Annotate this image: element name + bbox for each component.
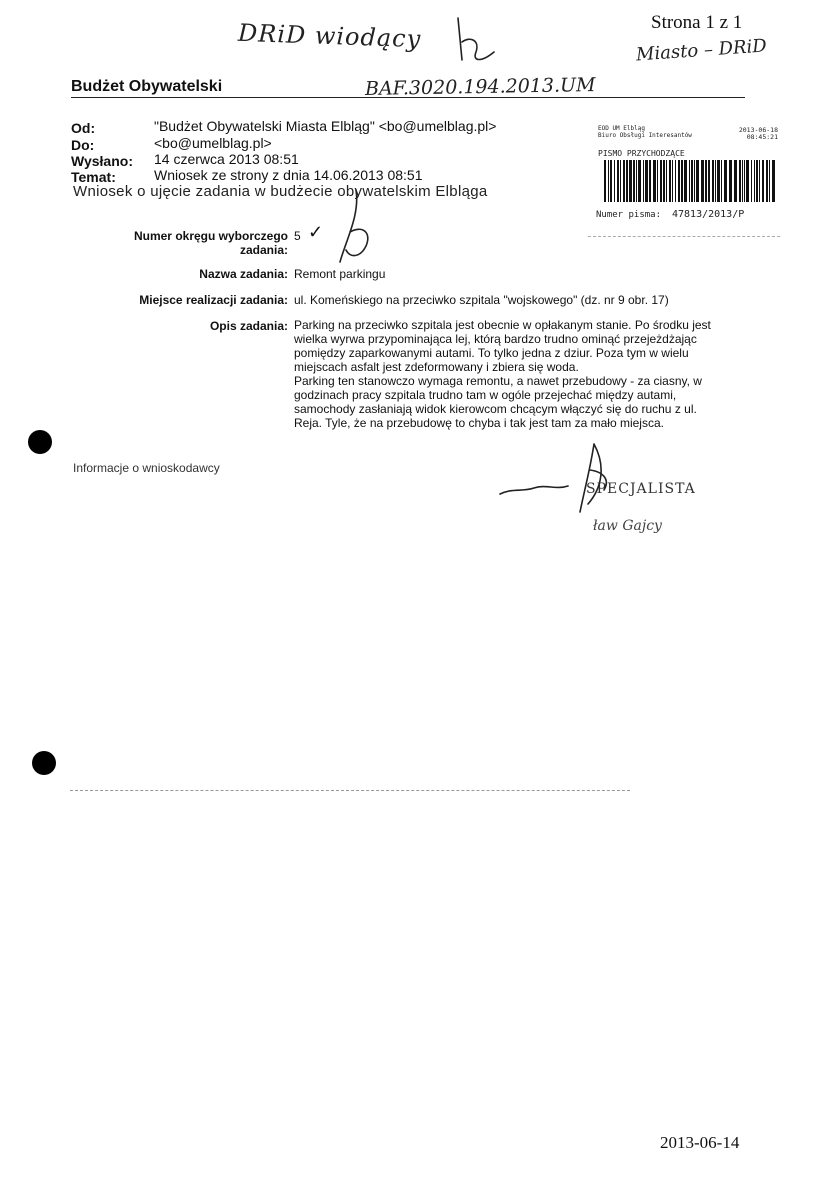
location-label: Miejsce realizacji zadania:: [139, 293, 288, 307]
handwritten-note-right: Miasto – DRiD: [635, 35, 768, 66]
sent-label: Wysłano:: [71, 153, 133, 169]
district-value: 5: [294, 229, 301, 243]
handwritten-reference-number: BAF.3020.194.2013.UM: [364, 73, 596, 101]
document-number-label: Numer pisma:: [596, 210, 662, 220]
applicant-section-label: Informacje o wnioskodawcy: [73, 461, 220, 475]
subject-label: Temat:: [71, 169, 116, 185]
page-number: Strona 1 z 1: [651, 12, 743, 33]
stamp-organization: EOD UM Elbląg Biuro Obsługi Interesantów: [598, 125, 692, 139]
district-label: Numer okręgu wyborczego zadania:: [133, 229, 288, 257]
stamp-document-type: PISMO PRZYCHODZĄCE: [598, 149, 685, 158]
document-heading: Wniosek o ujęcie zadania w budżecie obywatelskim Elbląga: [73, 183, 488, 200]
bottom-date: 2013-06-14: [660, 1133, 740, 1152]
description-value: Parking na przeciwko szpitala jest obecnie w opłakanym stanie. Po środku jest wielka wyrwa przypominająca lej, którą bardzo trudno ominąć przejeżdżając pomiędzy zaparkowanymi autami. To tylko jedna z dziur. Poza tym w wielu miejscach asfalt jest zdeformowany i zbiera się woda. Parking ten stanowczo wymaga remontu, a nawet przebudowy - za ciasny, w godzinach pracy szpitala trudno tam w ogóle przejechać między autami, samochody zasłaniają widok kierowcom chcącym włączyć się do ruchu z ul. Reja. Tyle, że na przebudowę to chyba i tak jest tam za mało miejsca.: [294, 318, 711, 430]
location-value: ul. Komeńskiego na przeciwko szpitala "wojskowego" (dz. nr 9 obr. 17): [294, 293, 669, 307]
from-value: "Budżet Obywatelski Miasta Elbląg" <bo@umelblag.pl>: [154, 118, 497, 134]
punch-hole: [32, 751, 56, 775]
handwritten-note-top: DRiD wiodący: [237, 18, 422, 54]
from-label: Od:: [71, 120, 96, 136]
scan-artifact-line: [70, 790, 630, 791]
checkmark-icon: ✓: [308, 222, 324, 242]
task-name-label: Nazwa zadania:: [199, 267, 288, 281]
to-label: Do:: [71, 137, 95, 153]
organization-title: Budżet Obywatelski: [71, 78, 223, 95]
task-name-value: Remont parkingu: [294, 267, 386, 281]
punch-hole: [28, 430, 52, 454]
document-number: 47813/2013/P: [672, 209, 745, 220]
sent-value: 14 czerwca 2013 08:51: [154, 151, 299, 167]
specialist-stamp: SPECJALISTA: [586, 481, 696, 497]
signature-name: ław Gajcy: [593, 518, 662, 534]
subject-value: Wniosek ze strony z dnia 14.06.2013 08:51: [154, 167, 423, 183]
stamp-datetime: 2013-06-18 08:45:21: [738, 126, 778, 141]
description-label: Opis zadania:: [209, 319, 288, 333]
to-value: <bo@umelblag.pl>: [154, 135, 272, 151]
